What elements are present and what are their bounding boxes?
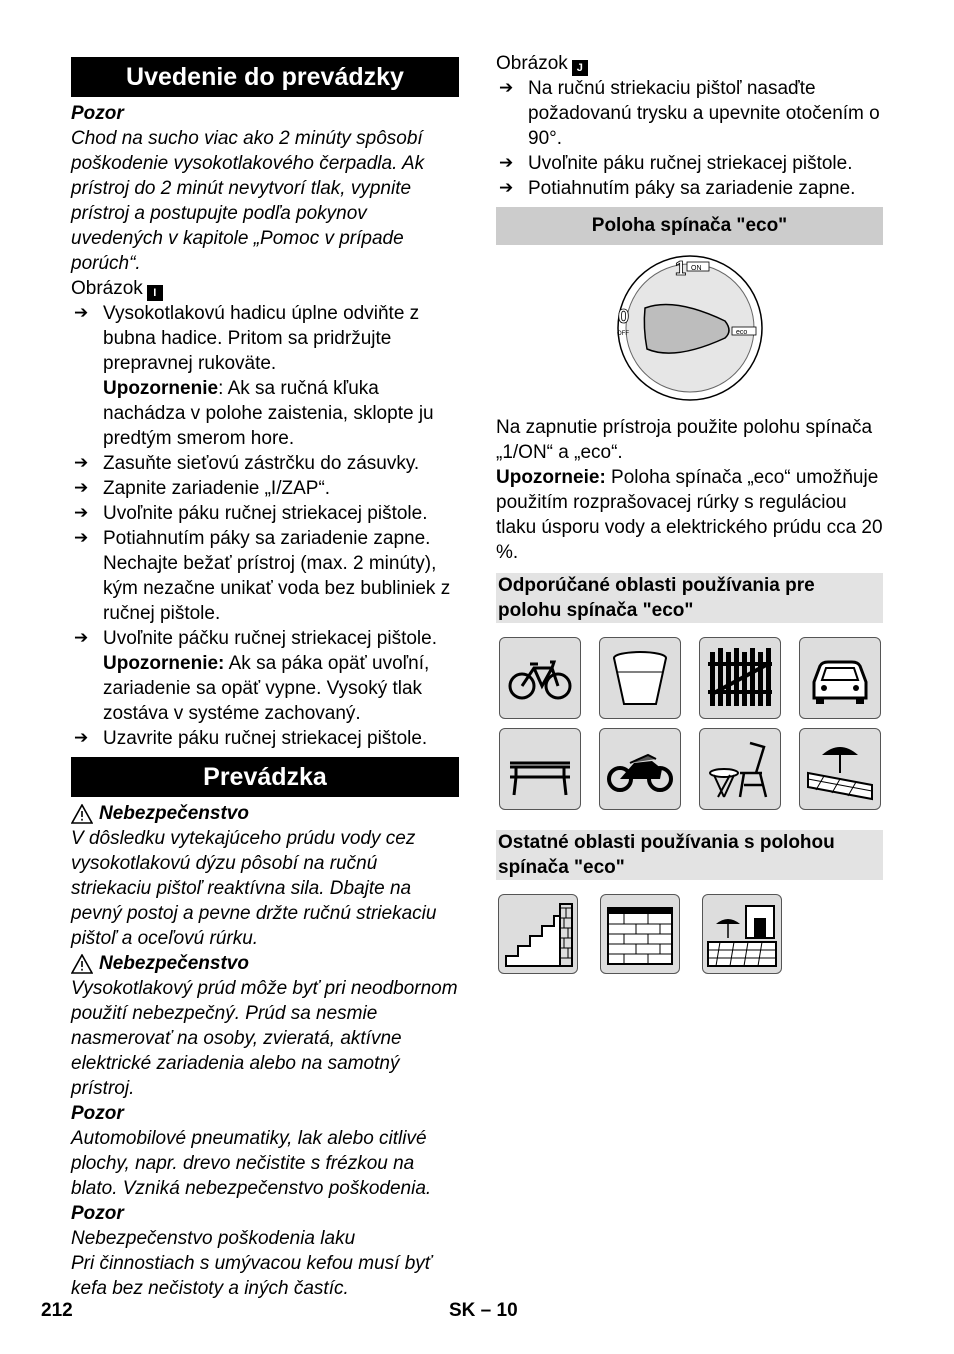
bicycle-icon [499, 637, 581, 719]
figure-box-i: I [147, 285, 163, 301]
step-item: ➔ Potiahnutím páky sa zariadenie zapne. Nechajte bežať prístroj (max. 2 minúty), kým nezačne unikať voda bez bubliniek z ručnej pištole. [71, 526, 459, 626]
step-item: ➔ Zapnite zariadenie „I/ZAP“. [71, 476, 459, 501]
flower-pot-icon [599, 637, 681, 719]
heading-eco-position: Poloha spínača "eco" [496, 207, 883, 245]
fence-icon [699, 637, 781, 719]
page-code: SK – 10 [449, 1300, 518, 1321]
figure-reference-j: Obrázok J [496, 51, 883, 76]
bench-icon [499, 728, 581, 810]
step-item: ➔ Zasuňte sieťovú zástrčku do zásuvky. [71, 451, 459, 476]
eco-description: Na zapnutie prístroja použite polohu spínača „1/ON“ a „eco“. [496, 417, 873, 463]
caution-text: Automobilové pneumatiky, lak alebo citlivé plochy, napr. drevo nečistite s frézkou na blato. Vzniká nebezpečenstvo poškodenia. [71, 1128, 432, 1199]
warning-triangle-icon [71, 954, 93, 974]
step-item: ➔ Uvoľnite páčku ručnej striekacej pištole. Upozornenie: Ak sa páka opäť uvoľní, zariadenie sa opäť vypne. Vysoký tlak zostáva v systéme zachovaný. [71, 626, 459, 726]
caution-label: Pozor [71, 1103, 124, 1124]
danger-text: V dôsledku vytekajúceho prúdu vody cez vysokotlakovú dýzu pôsobí na ručnú striekaciu pištoľ reaktívna sila. Dbajte na pevný postoj a pevne držte ručnú striekaciu pištoľ a oceľovú rúrku. [71, 828, 437, 949]
garden-furniture-icon [699, 728, 781, 810]
right-column [496, 51, 883, 974]
danger-label: Nebezpečenstvo [99, 803, 249, 824]
dial-off-number: 0 [617, 306, 629, 328]
step-item: ➔ Potiahnutím páky sa zariadenie zapne. [496, 176, 883, 201]
dial-eco-label: eco [735, 329, 747, 336]
patio-house-icon [702, 894, 782, 974]
warning-triangle-icon [71, 804, 93, 824]
caution-text: Nebezpečenstvo poškodenia laku [71, 1228, 356, 1249]
terrace-umbrella-icon [799, 728, 881, 810]
heading-operation: Prevádzka [71, 757, 459, 797]
danger-heading [71, 801, 459, 826]
note-label: Upozornenie [103, 378, 219, 399]
motorcycle-icon [599, 728, 681, 810]
danger-heading [71, 951, 459, 976]
eco-switch-figure [496, 253, 883, 403]
heading-other-areas: Ostatné oblasti používania s polohou spínača "eco" [496, 830, 883, 880]
danger-text: Vysokotlakový prúd môže byť pri neodbornom použití nebezpečný. Prúd sa nesmie nasmerovať na osoby, zvieratá, aktívne elektrické zariadenia alebo na samotný prístroj. [71, 978, 458, 1099]
step-item: ➔ Na ručnú striekaciu pištoľ nasaďte požadovanú trysku a upevnite otočením o 90°. [496, 76, 883, 151]
heading-start-up: Uvedenie do prevádzky [71, 57, 459, 97]
startup-steps [71, 301, 459, 751]
recommended-icons [499, 637, 883, 810]
step-item: ➔ Uvoľnite páku ručnej striekacej pištole. [496, 151, 883, 176]
dial-off-label: OFF [616, 331, 629, 337]
step-item: ➔ Uvoľnite páku ručnej striekacej pištole. [71, 501, 459, 526]
left-column [71, 57, 459, 1301]
figure-reference-i: Obrázok I [71, 276, 459, 301]
danger-label: Nebezpečenstvo [99, 953, 249, 974]
step-item: ➔ Uzavrite páku ručnej striekacej pištole. [71, 726, 459, 751]
other-icons [498, 894, 883, 974]
dial-on-label: ON [690, 265, 701, 272]
eco-note: Upozorneie: Poloha spínača „eco“ umožňuje použitím rozprašovacej rúrky s reguláciou tlaku úsporu vody a elektrického prúdu cca 20 %. [496, 467, 883, 563]
page-number: 212 [41, 1300, 73, 1321]
rotary-switch-icon [615, 253, 765, 403]
dial-on-number: 1 [674, 258, 686, 280]
caution-text: Chod na sucho viac ako 2 minúty spôsobí poškodenie vysokotlakového čerpadla. Ak prístroj do 2 minút nevytvorí tlak, vypnite prístroj a postupujte podľa pokynov uvedených v kapitole „Pomoc v prípade porúch“. [71, 128, 425, 274]
car-icon [799, 637, 881, 719]
caution-label: Pozor [71, 103, 124, 124]
figure-box-j: J [572, 60, 588, 76]
step-item: ➔ Vysokotlakovú hadicu úplne odviňte z bubna hadice. Pritom sa pridržujte prepravnej rukoväte. Upozornenie: Ak sa ručná kľuka nachádza v polohe zaistenia, sklopte ju predtým smerom hore. [71, 301, 459, 451]
nozzle-steps [496, 76, 883, 201]
caution-text: Pri činnostiach s umývacou kefou musí byť kefa bez nečistoty a iných častíc. [71, 1253, 432, 1299]
heading-recommended-areas: Odporúčané oblasti používania pre polohu spínača "eco" [496, 573, 883, 623]
brick-wall-icon [600, 894, 680, 974]
note-label: Upozornenie: [103, 653, 225, 674]
stairs-wall-icon [498, 894, 578, 974]
caution-label: Pozor [71, 1203, 124, 1224]
